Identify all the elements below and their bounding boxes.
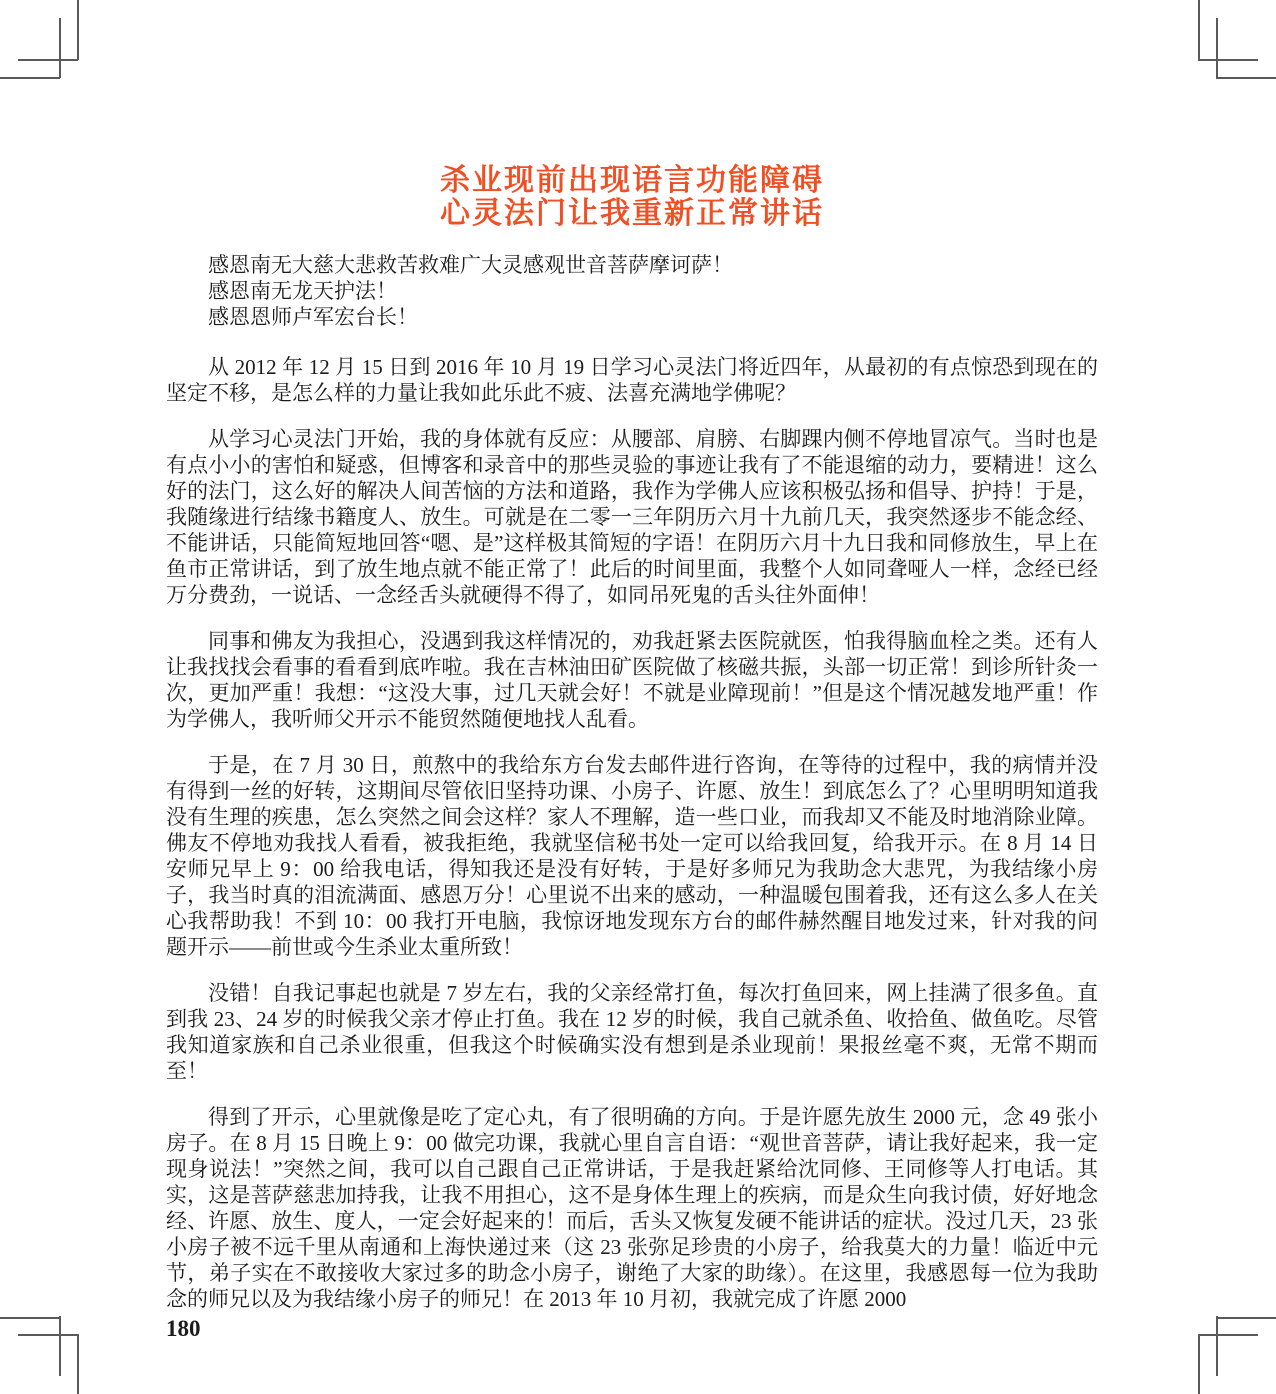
paragraph: 从学习心灵法门开始，我的身体就有反应：从腰部、肩膀、右脚踝内侧不停地冒凉气。当时也是有点小小的害怕和疑惑，但博客和录音中的那些灵验的事迹让我有了不能退缩的动力，要精进！这么好的法门，这么好的解决人间苦恼的方法和道路，我作为学佛人应该积极弘扬和倡导、护持！于是，我随缘进行结缘书籍度人、放生。可就是在二零一三年阴历六月十九前几天，我突然逐步不能念经、不能讲话，只能简短地回答“嗯、是”这样极其简短的字语！在阴历六月十九日我和同修放生，早上在鱼市正常讲话，到了放生地点就不能正常了！此后的时间里面，我整个人如同聋哑人一样，念经已经万分费劲，一说话、一念经舌头就硬得不得了，如同吊死鬼的舌头往外面伸！ [166, 427, 1098, 607]
paragraph: 于是，在 7 月 30 日，煎熬中的我给东方台发去邮件进行咨询，在等待的过程中，我的病情并没有得到一丝的好转，这期间尽管依旧坚持功课、小房子、许愿、放生！到底怎么了？心里明明知道我没有生理的疾患，怎么突然之间会这样？家人不理解，造一些口业，而我却又不能及时地消除业障。佛友不停地劝我找人看看，被我拒绝，我就坚信秘书处一定可以给我回复，给我开示。在 8 月 14 日安师兄早上 9：00 给我电话，得知我还是没有好转，于是好多师兄为我助念大悲咒，为我结缘小房子，我当时真的泪流满面、感恩万分！心里说不出来的感动，一种温暖包围着我，还有这么多人在关心我帮助我！不到 10：00 我打开电脑，我惊讶地发现东方台的邮件赫然醒目地发过来，针对我的问题开示——前世或今生杀业太重所致！ [166, 753, 1098, 959]
crop-mark-line [1216, 18, 1218, 78]
greetings-block [166, 252, 1098, 330]
page-title [166, 164, 1098, 230]
crop-mark-line [77, 0, 79, 60]
greeting-line: 感恩南无大慈大悲救苦救难广大灵感观世音菩萨摩诃萨！ [208, 253, 733, 277]
crop-mark-line [1216, 77, 1276, 79]
page-number: 180 [166, 1316, 201, 1341]
page-content [166, 164, 1098, 1342]
crop-mark-line [1216, 1317, 1276, 1319]
page-title-line-1: 杀业现前出现语言功能障碍 [440, 164, 824, 197]
page-title-line-2: 心灵法门让我重新正常讲话 [440, 197, 824, 230]
crop-mark-line [1198, 59, 1258, 61]
crop-mark-line [59, 18, 61, 78]
crop-mark-line [77, 1334, 79, 1394]
greeting-line: 感恩恩师卢军宏台长！ [208, 305, 418, 329]
crop-mark-line [1198, 1334, 1258, 1336]
greeting-line: 感恩南无龙天护法！ [208, 279, 397, 303]
crop-mark-line [0, 1317, 60, 1319]
crop-mark-line [1198, 1334, 1200, 1394]
crop-mark-line [59, 1316, 61, 1376]
crop-mark-line [0, 77, 60, 79]
crop-mark-line [18, 1334, 78, 1336]
paragraph: 同事和佛友为我担心，没遇到我这样情况的，劝我赶紧去医院就医，怕我得脑血栓之类。还有人让我找找会看事的看看到底咋啦。我在吉林油田矿医院做了核磁共振，头部一切正常！到诊所针灸一次，更加严重！我想：“这没大事，过几天就会好！不就是业障现前！”但是这个情况越发地严重！作为学佛人，我听师父开示不能贸然随便地找人乱看。 [166, 629, 1098, 731]
crop-mark-line [18, 59, 78, 61]
paragraph: 没错！自我记事起也就是 7 岁左右，我的父亲经常打鱼，每次打鱼回来，网上挂满了很多鱼。直到我 23、24 岁的时候我父亲才停止打鱼。我在 12 岁的时候，我自己就杀鱼、收拾鱼、做鱼吃。尽管我知道家族和自己杀业很重，但我这个时候确实没有想到是杀业现前！果报丝毫不爽，无常不期而至！ [166, 981, 1098, 1083]
paragraph: 从 2012 年 12 月 15 日到 2016 年 10 月 19 日学习心灵法门将近四年，从最初的有点惊恐到现在的坚定不移，是怎么样的力量让我如此乐此不疲、法喜充满地学佛呢？ [166, 355, 1098, 405]
paragraph: 得到了开示，心里就像是吃了定心丸，有了很明确的方向。于是许愿先放生 2000 元，念 49 张小房子。在 8 月 15 日晚上 9：00 做完功课，我就心里自言自语：“观世音菩萨，请让我好起来，我一定现身说法！”突然之间，我可以自己跟自己正常讲话，于是我赶紧给沈同修、王同修等人打电话。其实，这是菩萨慈悲加持我，让我不用担心，这不是身体生理上的疾病，而是众生向我讨债，好好地念经、许愿、放生、度人，一定会好起来的！而后，舌头又恢复发硬不能讲话的症状。没过几天，23 张小房子被不远千里从南通和上海快递过来（这 23 张弥足珍贵的小房子，给我莫大的力量！临近中元节，弟子实在不敢接收大家过多的助念小房子，谢绝了大家的助缘）。在这里，我感恩每一位为我助念的师兄以及为我结缘小房子的师兄！在 2013 年 10 月初，我就完成了许愿 2000 [166, 1105, 1098, 1311]
crop-mark-line [1216, 1316, 1218, 1376]
crop-mark-line [1198, 0, 1200, 60]
